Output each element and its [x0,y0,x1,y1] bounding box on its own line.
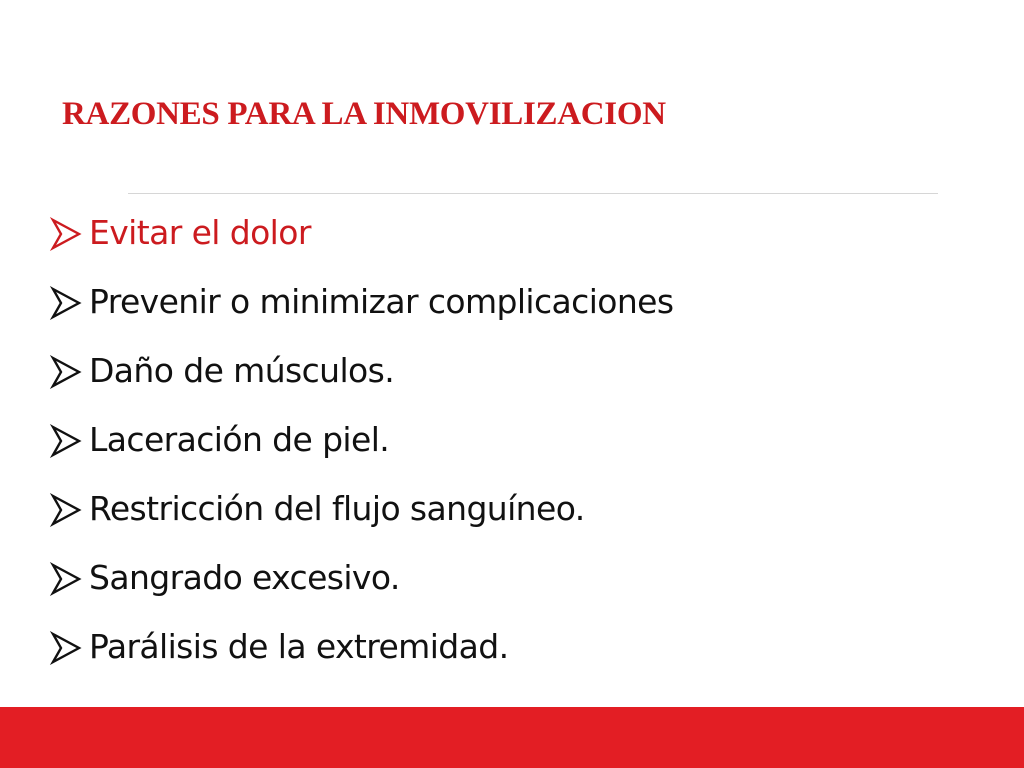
list-item [48,543,673,612]
list-item [48,612,673,681]
footer-band [0,707,1024,768]
bullet-list [48,198,673,681]
bullet-text: Laceración de piel. [89,420,390,459]
arrowhead-bullet-icon [48,355,82,389]
bullet-text: Restricción del flujo sanguíneo. [89,489,585,528]
list-item [48,198,673,267]
bullet-text: Sangrado excesivo. [89,558,400,597]
arrowhead-bullet-icon [48,493,82,527]
arrowhead-bullet-icon [48,217,82,251]
arrowhead-bullet-icon [48,562,82,596]
arrowhead-bullet-icon [48,424,82,458]
list-item [48,405,673,474]
list-item [48,474,673,543]
bullet-text: Daño de músculos. [89,351,395,390]
slide-title: RAZONES PARA LA INMOVILIZACION [62,96,666,132]
arrowhead-bullet-icon [48,631,82,665]
bullet-text: Evitar el dolor [89,213,311,252]
bullet-text: Parálisis de la extremidad. [89,627,509,666]
list-item [48,336,673,405]
arrowhead-bullet-icon [48,286,82,320]
bullet-text: Prevenir o minimizar complicaciones [89,282,674,321]
list-item [48,267,673,336]
title-divider [128,193,938,194]
